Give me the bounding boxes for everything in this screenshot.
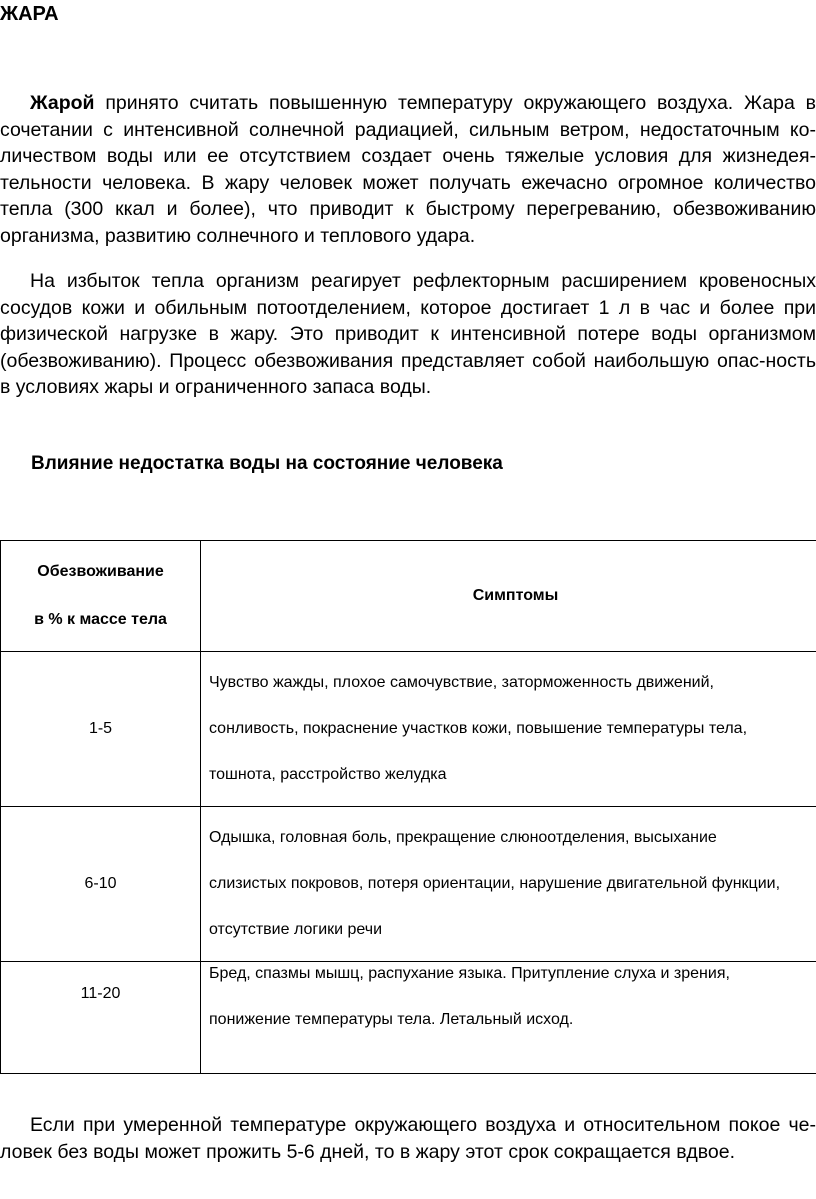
symptoms-cell — [201, 807, 816, 962]
symptom-line: понижение температуры тела. Летальный исход. — [209, 1011, 574, 1028]
dehydration-value: 11-20 — [1, 962, 201, 1074]
table-row — [1, 652, 816, 807]
dehydration-value: 1-5 — [1, 652, 201, 807]
dehydration-table — [0, 540, 816, 1074]
header-line: Обезвоживание — [37, 563, 164, 580]
symptom-line: тошнота, расстройство желудка — [209, 766, 447, 783]
paragraph-text: принято считать повышенную температуру окружающего воздуха. Жара в сочетании с интенсивной солнечной радиацией, сильным ветром, недостаточным ко-личеством воды или ее отсутствием создает очень тяжелые условия для жизнедея-тельности человека. В жару человек может получать ежечасно огромное количество тепла (300 ккал и более), что приводит к быстрому перегреванию, обезвоживанию организма, развитию солнечного и теплового удара. — [0, 92, 816, 247]
table-row — [1, 962, 816, 1074]
table-header-cell: Симптомы — [201, 541, 816, 652]
header-line: в % к массе тела — [34, 611, 167, 628]
table-header-cell — [1, 541, 201, 652]
symptom-line: Одышка, головная боль, прекращение слюноотделения, высыхание — [209, 829, 717, 846]
symptom-line: Чувство жажды, плохое самочувствие, заторможенность движений, — [209, 674, 714, 691]
paragraph-heat-definition — [0, 90, 816, 249]
symptom-line: слизистых покровов, потеря ориентации, нарушение двигательной функции, — [209, 875, 781, 892]
table-header-row — [1, 541, 816, 652]
paragraph-body-reaction: На избыток тепла организм реагирует рефлекторным расширением кровеносных сосудов кожи и обильным потоотделением, которое достигает 1 л в час и более при физической нагрузке в жару. Это приводит к интенсивной потере воды организмом (обезвоживанию). Процесс обезвоживания представляет собой наибольшую опас-ность в условиях жары и ограниченного запаса воды. — [0, 270, 816, 398]
symptom-line: сонливость, покраснение участков кожи, повышение температуры тела, — [209, 720, 748, 737]
section-title: Влияние недостатка воды на состояние человека — [31, 453, 503, 474]
table-row — [1, 807, 816, 962]
symptoms-cell — [201, 652, 816, 807]
dehydration-value: 6-10 — [1, 807, 201, 962]
paragraph-survival: Если при умеренной температуре окружающего воздуха и относительном покое че-ловек без воды может прожить 5-6 дней, то в жару этот срок сокращается вдвое. — [0, 1114, 816, 1163]
symptom-line: отсутствие логики речи — [209, 921, 383, 938]
symptoms-cell — [201, 962, 816, 1074]
symptom-line: Бред, спазмы мышц, распухание языка. Притупление слуха и зрения, — [209, 965, 730, 982]
page-title: ЖАРА — [0, 3, 59, 25]
term-bold: Жарой — [30, 92, 95, 114]
